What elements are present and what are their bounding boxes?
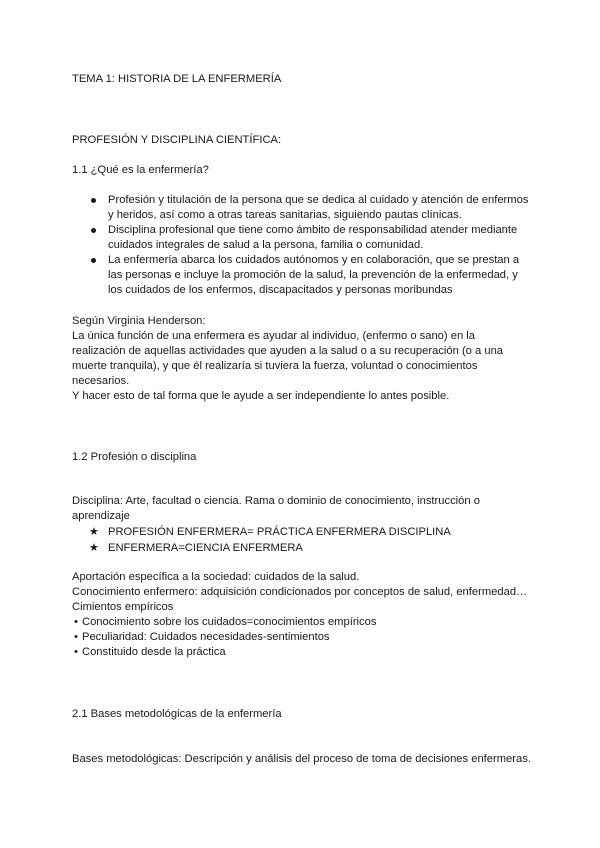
paragraph-line: Bases metodológicas: Descripción y análisis del proceso de toma de decisiones enfermeras. [72,753,531,765]
paragraph-line: Aportación específica a la sociedad: cuidados de la salud. [72,571,360,583]
list-item: Conocimiento sobre los cuidados=conocimientos empíricos [82,616,377,628]
bullet-dot [91,198,96,203]
paragraph-line: Disciplina: Arte, facultad o ciencia. Rama o dominio de conocimiento, instrucción o [72,495,480,507]
paragraph-line: aprendizaje [72,510,130,522]
paragraph-line: Conocimiento enfermero: adquisición condicionados por conceptos de salud, enfermedad… [72,586,528,598]
small-bullet-icon: • [74,616,78,628]
bullet-text: cuidados integrales de salud a la persona, familia o comunidad. [108,239,424,251]
paragraph-line: Según Virginia Henderson: [72,315,206,327]
bullet-dot [91,228,96,233]
star-item-text: PROFESIÓN ENFERMERA= PRÁCTICA ENFERMERA DISCIPLINA [108,526,451,538]
paragraph-line: Cimientos empíricos [72,601,174,613]
star-icon: ★ [89,526,100,538]
small-bullet-icon: • [74,646,78,658]
bullet-text: La enfermería abarca los cuidados autónomos y en colaboración, que se prestan a [108,254,520,266]
list-item: Peculiaridad: Cuidados necesidades-sentimientos [82,631,330,643]
paragraph-line: muerte tranquila), y que él realizaría si tuviera la fuerza, voluntad o conocimientos [72,360,478,372]
star-item-text: ENFERMERA=CIENCIA ENFERMERA [108,542,303,554]
section-heading: PROFESIÓN Y DISCIPLINA CIENTÍFICA: [72,134,282,146]
bullet-text: los cuidados de los enfermos, discapacitados y personas moribundas [108,284,453,296]
paragraph-line: Y hacer esto de tal forma que le ayude a ser independiente lo antes posible. [72,390,450,402]
list-item: Constituido desde la práctica [82,646,226,658]
subsection-heading: 1.1 ¿Qué es la enfermería? [72,164,209,176]
star-icon: ★ [89,542,100,554]
subsection-heading: 2.1 Bases metodológicas de la enfermería [72,708,282,720]
bullet-text: las personas e incluye la promoción de la salud, la prevención de la enfermedad, y [108,269,518,281]
bullet-dot [91,258,96,263]
bullet-text: Disciplina profesional que tiene como ámbito de responsabilidad atender mediante [108,224,518,236]
paragraph-line: La única función de una enfermera es ayudar al individuo, (enfermo o sano) en la [72,330,476,342]
bullet-text: y heridos, así como a otras tareas sanitarias, siguiendo pautas clínicas. [108,209,462,221]
paragraph-line: realización de aquellas actividades que ayuden a la salud o a su recuperación (o a una [72,345,504,357]
paragraph-line: necesarios. [72,375,130,387]
small-bullet-icon: • [74,631,78,643]
document-title: TEMA 1: HISTORIA DE LA ENFERMERÍA [72,73,282,85]
subsection-heading: 1.2 Profesión o disciplina [72,451,197,463]
bullet-text: Profesión y titulación de la persona que se dedica al cuidado y atención de enfermos [108,194,529,206]
